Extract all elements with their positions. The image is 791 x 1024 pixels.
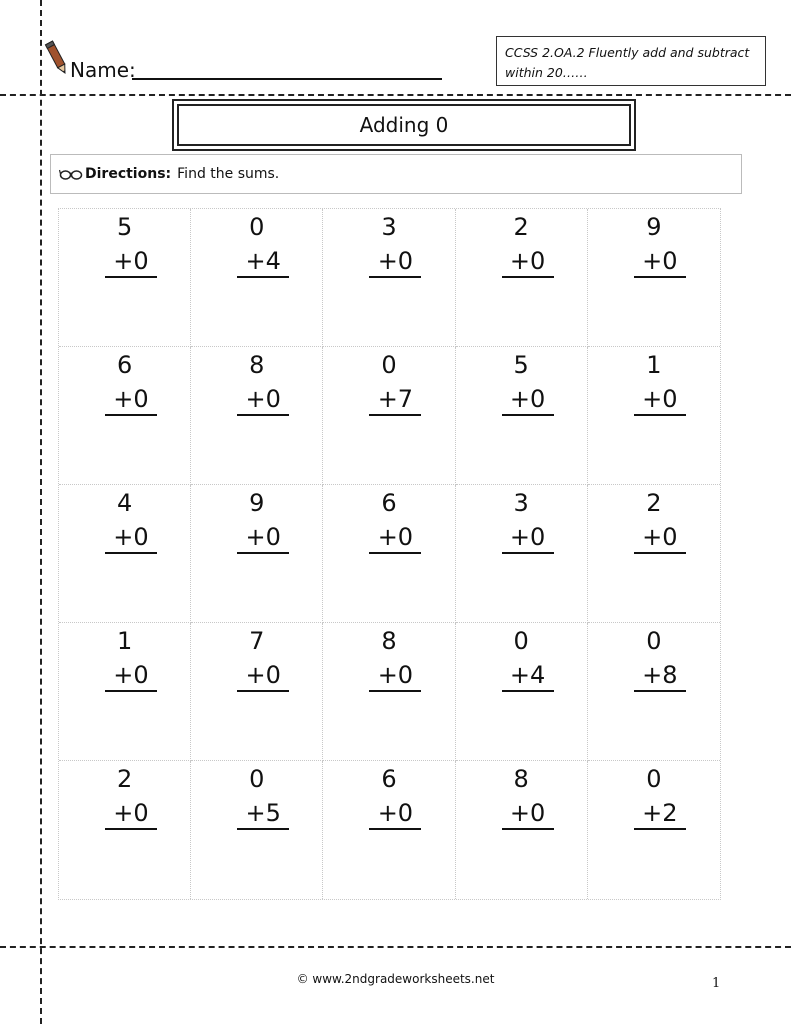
problem-cell[interactable] xyxy=(456,209,588,347)
problem-cell[interactable] xyxy=(191,761,323,899)
addend-top: 7 xyxy=(249,627,265,655)
addend-bottom: +0 xyxy=(634,385,686,416)
addend-bottom: +0 xyxy=(502,247,554,278)
addend-bottom: +0 xyxy=(502,523,554,554)
problem-cell[interactable] xyxy=(191,209,323,347)
problem-cell[interactable] xyxy=(456,347,588,485)
addend-top: 5 xyxy=(513,351,529,379)
problem-cell[interactable] xyxy=(59,347,191,485)
top-cut-guide xyxy=(0,94,791,96)
addend-bottom: +0 xyxy=(369,661,421,692)
addend-top: 0 xyxy=(249,765,265,793)
addend-bottom: +0 xyxy=(502,799,554,830)
addend-top: 6 xyxy=(381,489,397,517)
problem-cell[interactable] xyxy=(456,761,588,899)
problems-grid xyxy=(58,208,721,900)
problem-cell[interactable] xyxy=(588,761,720,899)
addend-bottom: +0 xyxy=(369,523,421,554)
addend-top: 4 xyxy=(116,489,133,517)
addend-top: 8 xyxy=(513,765,529,793)
addend-top: 1 xyxy=(116,627,133,655)
problem-cell[interactable] xyxy=(191,347,323,485)
addend-bottom: +0 xyxy=(105,247,157,278)
problem-cell[interactable] xyxy=(323,347,455,485)
addend-top: 0 xyxy=(381,351,397,379)
addend-top: 2 xyxy=(116,765,133,793)
pencil-icon xyxy=(44,38,70,78)
addend-bottom: +4 xyxy=(502,661,554,692)
problem-cell[interactable] xyxy=(59,485,191,623)
problem-cell[interactable] xyxy=(456,623,588,761)
problem-cell[interactable] xyxy=(588,485,720,623)
problem-cell[interactable] xyxy=(323,761,455,899)
directions-bar xyxy=(50,154,742,194)
problem-cell[interactable] xyxy=(59,761,191,899)
addend-bottom: +0 xyxy=(369,247,421,278)
problem-cell[interactable] xyxy=(456,485,588,623)
addend-top: 8 xyxy=(249,351,265,379)
addend-top: 0 xyxy=(249,213,265,241)
addend-bottom: +0 xyxy=(237,385,289,416)
page-title: Adding 0 xyxy=(177,104,631,146)
addend-top: 2 xyxy=(646,489,662,517)
addend-bottom: +5 xyxy=(237,799,289,830)
addend-bottom: +8 xyxy=(634,661,686,692)
standard-box: CCSS 2.OA.2 Fluently add and subtract within 20…… xyxy=(496,36,766,86)
addend-bottom: +0 xyxy=(502,385,554,416)
addend-top: 6 xyxy=(381,765,397,793)
title-frame xyxy=(172,99,636,151)
addend-bottom: +7 xyxy=(369,385,421,416)
addend-top: 3 xyxy=(513,489,529,517)
addend-bottom: +0 xyxy=(634,247,686,278)
addend-bottom: +4 xyxy=(237,247,289,278)
directions-label: Directions: xyxy=(85,166,172,182)
addend-bottom: +0 xyxy=(105,661,157,692)
problem-cell[interactable] xyxy=(59,209,191,347)
addend-top: 0 xyxy=(513,627,529,655)
vertical-cut-guide xyxy=(40,0,42,1024)
addend-bottom: +0 xyxy=(105,799,157,830)
addend-top: 8 xyxy=(381,627,397,655)
problem-cell[interactable] xyxy=(191,485,323,623)
addend-bottom: +0 xyxy=(369,799,421,830)
problem-cell[interactable] xyxy=(191,623,323,761)
problem-cell[interactable] xyxy=(59,623,191,761)
addend-top: 0 xyxy=(646,627,662,655)
name-label: Name: xyxy=(70,58,136,82)
addend-top: 0 xyxy=(646,765,662,793)
addend-top: 3 xyxy=(381,213,397,241)
addend-bottom: +0 xyxy=(237,523,289,554)
problem-cell[interactable] xyxy=(323,623,455,761)
addend-bottom: +0 xyxy=(237,661,289,692)
addend-top: 6 xyxy=(116,351,133,379)
addend-bottom: +2 xyxy=(634,799,686,830)
directions-text: Find the sums. xyxy=(177,166,280,182)
addend-bottom: +0 xyxy=(105,523,157,554)
addend-top: 2 xyxy=(513,213,529,241)
addend-bottom: +0 xyxy=(634,523,686,554)
addend-top: 5 xyxy=(116,213,133,241)
addend-top: 1 xyxy=(646,351,662,379)
addend-bottom: +0 xyxy=(105,385,157,416)
problem-cell[interactable] xyxy=(588,347,720,485)
addend-top: 9 xyxy=(646,213,662,241)
name-field[interactable] xyxy=(132,78,442,80)
problem-cell[interactable] xyxy=(588,209,720,347)
footer-copyright: © www.2ndgradeworksheets.net xyxy=(296,972,495,986)
bottom-cut-guide xyxy=(0,946,791,948)
problem-cell[interactable] xyxy=(588,623,720,761)
page-number: 1 xyxy=(712,976,721,991)
problem-cell[interactable] xyxy=(323,209,455,347)
addend-top: 9 xyxy=(249,489,265,517)
glasses-icon xyxy=(59,167,83,181)
problem-cell[interactable] xyxy=(323,485,455,623)
